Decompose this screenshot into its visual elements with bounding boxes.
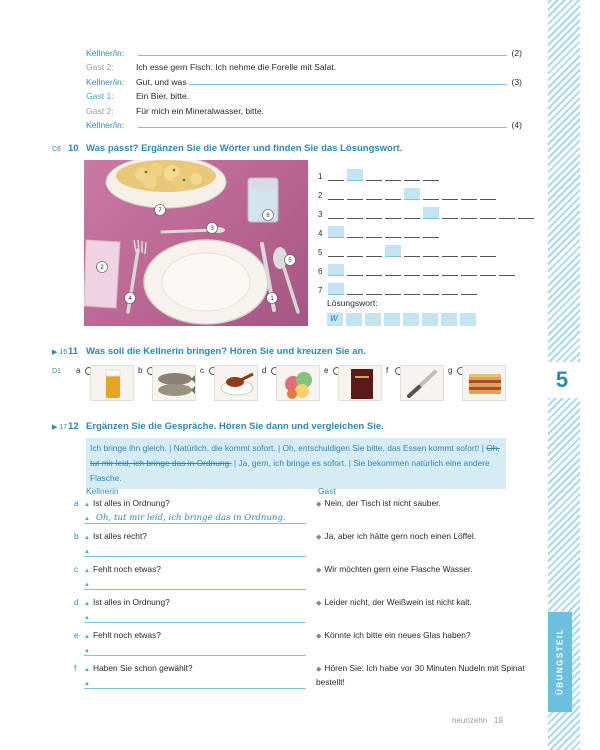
row-number: 2 — [318, 191, 323, 200]
item-letter: a — [74, 498, 79, 508]
image-label-6: 6 — [266, 213, 270, 219]
row-number: 6 — [318, 267, 323, 276]
letter-cell[interactable] — [423, 264, 439, 276]
letter-cell[interactable] — [328, 169, 344, 181]
diamond-icon: ◆ — [316, 534, 322, 541]
letter-cell[interactable] — [461, 264, 477, 276]
dialog-line — [86, 101, 522, 116]
letter-cell[interactable] — [499, 264, 515, 276]
letter-cell[interactable] — [366, 283, 382, 295]
letter-cell[interactable] — [480, 188, 496, 200]
grid-row — [318, 200, 537, 219]
separator: | — [277, 443, 281, 453]
page-footer — [452, 716, 503, 725]
letter-cell[interactable] — [423, 207, 439, 219]
row-number: 4 — [318, 229, 323, 238]
choice-g[interactable] — [448, 365, 506, 401]
grid-row — [318, 238, 537, 257]
letter-cell[interactable] — [461, 207, 477, 219]
phrase: Natürlich, die kommt sofort. — [173, 443, 276, 453]
letter-cell[interactable] — [423, 226, 439, 238]
letter-cell[interactable] — [404, 169, 420, 181]
letter-cell[interactable] — [385, 245, 401, 257]
solution-cell[interactable] — [403, 313, 419, 326]
separator: | — [169, 443, 172, 453]
letter-cell[interactable] — [423, 283, 439, 295]
answer-line[interactable] — [138, 127, 507, 128]
guest-statement — [316, 530, 526, 544]
menu-image — [338, 365, 382, 401]
letter-cell[interactable] — [347, 264, 363, 276]
letter-cell[interactable] — [385, 169, 401, 181]
triangle-icon: ▲ — [84, 615, 90, 621]
statement-text: Wir möchten gern eine Flasche Wasser. — [324, 564, 473, 574]
separator: | — [348, 458, 351, 468]
crossword-grid — [318, 162, 537, 295]
question-text: Ist alles recht? — [92, 531, 147, 541]
exercise-11-prefix: ▶ 16 — [52, 349, 68, 356]
answer-line[interactable] — [84, 545, 306, 557]
section-label: ÜBUNGSTEIL — [548, 612, 572, 712]
dialog-line — [86, 43, 522, 58]
statement-text: Nein, der Tisch ist nicht sauber. — [324, 498, 441, 508]
dialog-line — [86, 116, 522, 131]
dialog-line — [86, 58, 522, 73]
letter-cell[interactable] — [328, 264, 344, 276]
picture-choices — [52, 365, 510, 401]
speaker: Kellner/in: — [86, 76, 125, 87]
solution-row — [327, 313, 479, 326]
answer-line[interactable] — [138, 55, 507, 56]
dialog-text: Gut, und was — [136, 76, 187, 87]
exercise-12-title: Ergänzen Sie die Gespräche. Hören Sie dann und vergleichen Sie. — [86, 421, 384, 432]
answer-line[interactable] — [189, 84, 508, 85]
statement-text: Leider nicht, der Weißwein ist nicht kalt. — [324, 597, 472, 607]
ice-cream-image — [276, 365, 320, 401]
item-letter: b — [74, 531, 79, 541]
answer-line[interactable] — [84, 512, 306, 524]
letter-cell[interactable] — [366, 188, 382, 200]
beer-image — [90, 365, 134, 401]
choice-letter: b — [138, 366, 143, 375]
answer-line[interactable] — [84, 644, 306, 656]
item-letter: c — [74, 564, 79, 574]
grid-row — [318, 219, 537, 238]
letter-cell[interactable] — [461, 283, 477, 295]
letter-cell[interactable] — [328, 245, 344, 257]
letter-cell[interactable] — [404, 207, 420, 219]
blank-number: (3) — [511, 76, 522, 87]
letter-cell[interactable] — [366, 169, 382, 181]
solution-cell[interactable] — [365, 313, 381, 326]
row-number: 7 — [318, 286, 323, 295]
choice-d[interactable] — [262, 365, 320, 401]
image-label-5: 5 — [288, 258, 292, 264]
solution-cell[interactable] — [346, 313, 362, 326]
choice-f[interactable] — [386, 365, 444, 401]
diamond-icon: ◆ — [316, 501, 322, 508]
choice-a[interactable] — [76, 365, 134, 401]
phrase-box — [86, 438, 506, 489]
row-number: 1 — [318, 172, 323, 181]
speaker: Gast 1: — [86, 91, 114, 101]
choice-letter: g — [448, 366, 453, 375]
choice-b[interactable] — [138, 365, 196, 401]
grid-row — [318, 181, 537, 200]
letter-cell[interactable] — [404, 264, 420, 276]
letter-cell[interactable] — [328, 188, 344, 200]
letter-cell[interactable] — [385, 188, 401, 200]
choice-letter: a — [76, 366, 81, 375]
choice-c[interactable] — [200, 365, 258, 401]
phrase-used: Oh, tut mir leid, ich bringe das in Ordnung. — [90, 443, 500, 468]
phrase: Sie bekommen natürlich eine andere Flasche. — [90, 458, 490, 483]
letter-cell[interactable] — [461, 245, 477, 257]
exercise-10-prefix: C6 — [52, 146, 61, 153]
diamond-icon: ◆ — [316, 600, 322, 607]
solution-cell[interactable] — [460, 313, 476, 326]
letter-cell[interactable] — [480, 207, 496, 219]
image-label-7: 7 — [158, 208, 162, 214]
answer-line[interactable] — [84, 611, 306, 623]
exercise-11-header — [52, 346, 366, 357]
chapter-number: 5 — [544, 362, 580, 398]
statement-text: Ja, aber ich hätte gern noch einen Löffel. — [324, 531, 477, 541]
statement-text: Hören Sie: Ich habe vor 30 Minuten Nudeln mit Spinat bestellt! — [316, 663, 525, 687]
letter-cell[interactable] — [328, 283, 344, 295]
answer-line[interactable] — [84, 677, 306, 689]
diamond-icon: ◆ — [316, 567, 322, 574]
speaker: Gast 2: — [86, 105, 114, 116]
choice-letter: f — [386, 366, 389, 375]
letter-cell[interactable] — [442, 283, 458, 295]
triangle-icon: ▲ — [84, 568, 90, 574]
triangle-icon: ▲ — [84, 648, 90, 654]
letter-cell[interactable] — [499, 207, 515, 219]
diamond-icon: ◆ — [316, 633, 322, 640]
letter-cell[interactable] — [404, 226, 420, 238]
choice-letter: c — [200, 366, 204, 375]
choice-letter: d — [262, 366, 267, 375]
image-label-3: 3 — [210, 226, 214, 232]
statement-text: Könnte ich bitte ein neues Glas haben? — [324, 630, 471, 640]
row-number: 5 — [318, 248, 323, 257]
column-head-left: Kellnerin — [86, 486, 119, 496]
guest-statement — [316, 662, 526, 689]
exercise-12-number: 12 — [68, 421, 79, 432]
letter-cell[interactable] — [385, 226, 401, 238]
solution-cell[interactable] — [384, 313, 400, 326]
page-number: 19 — [493, 716, 503, 725]
triangle-icon: ▲ — [84, 582, 90, 588]
solution-cell[interactable] — [327, 313, 343, 326]
letter-cell[interactable] — [480, 264, 496, 276]
guest-statement — [316, 497, 526, 511]
letter-cell[interactable] — [347, 207, 363, 219]
triangle-icon: ▲ — [84, 667, 90, 673]
phrase: Oh, entschuldigen Sie bitte, das Essen kommt sofort! — [282, 443, 480, 453]
letter-cell[interactable] — [347, 245, 363, 257]
letter-cell[interactable] — [328, 226, 344, 238]
letter-cell[interactable] — [347, 283, 363, 295]
solution-cell[interactable] — [441, 313, 457, 326]
letter-cell[interactable] — [347, 226, 363, 238]
pics-tag: D1 — [52, 368, 61, 375]
sauce-image — [214, 365, 258, 401]
speaker: Gast 2: — [86, 62, 114, 72]
letter-cell[interactable] — [328, 207, 344, 219]
letter-cell[interactable] — [366, 226, 382, 238]
image-label-4: 4 — [128, 296, 132, 302]
item-letter: e — [74, 630, 79, 640]
solution-cell[interactable] — [422, 313, 438, 326]
letter-cell[interactable] — [518, 207, 534, 219]
grid-row — [318, 257, 537, 276]
letter-cell[interactable] — [404, 245, 420, 257]
speaker: Kellner/in: — [86, 47, 125, 58]
solution-letter: W — [330, 314, 338, 323]
row-number: 3 — [318, 210, 323, 219]
dialog-line — [86, 72, 522, 87]
triangle-icon: ▲ — [84, 516, 90, 522]
diamond-icon: ◆ — [316, 666, 322, 673]
exercise-12-header — [52, 421, 384, 432]
letter-cell[interactable] — [442, 264, 458, 276]
letter-cell[interactable] — [423, 188, 439, 200]
letter-cell[interactable] — [442, 188, 458, 200]
letter-cell[interactable] — [366, 207, 382, 219]
letter-cell[interactable] — [461, 188, 477, 200]
exercise-10-number: 10 — [68, 143, 79, 154]
solution-label: Lösungswort: — [327, 298, 378, 308]
knife-image — [400, 365, 444, 401]
page-number-word: neunzehn — [452, 716, 488, 725]
letter-cell[interactable] — [385, 207, 401, 219]
triangle-icon: ▲ — [84, 549, 90, 555]
guest-statement — [316, 629, 526, 643]
grid-row — [318, 162, 537, 181]
question-text: Fehlt noch etwas? — [92, 564, 161, 574]
guest-statement — [316, 596, 526, 610]
question-text: Ist alles in Ordnung? — [92, 498, 170, 508]
column-head-right: Gast — [318, 486, 336, 496]
blank-number: (2) — [511, 47, 522, 58]
separator: | — [233, 458, 237, 468]
table-setting-image — [84, 160, 308, 326]
letter-cell[interactable] — [442, 207, 458, 219]
speaker: Kellner/in: — [86, 120, 125, 130]
letter-cell[interactable] — [366, 264, 382, 276]
exercise-10-header — [52, 143, 402, 154]
letter-cell[interactable] — [480, 245, 496, 257]
separator: | — [481, 443, 484, 453]
letter-cell[interactable] — [404, 283, 420, 295]
letter-cell[interactable] — [366, 245, 382, 257]
exercise-10-title: Was passt? Ergänzen Sie die Wörter und finden Sie das Lösungswort. — [86, 143, 403, 154]
dialog-text: Ein Bier, bitte. — [136, 91, 190, 101]
question-text: Ist alles in Ordnung? — [92, 597, 170, 607]
phrase: Ja, gern, ich bringe es sofort. — [238, 458, 347, 468]
triangle-icon: ▲ — [84, 634, 90, 640]
letter-cell[interactable] — [385, 264, 401, 276]
dialog-exercise — [86, 43, 522, 130]
triangle-icon: ▲ — [84, 601, 90, 607]
letter-cell[interactable] — [347, 169, 363, 181]
choice-e[interactable] — [324, 365, 382, 401]
image-label-1: 1 — [270, 296, 274, 302]
letter-cell[interactable] — [347, 188, 363, 200]
letter-cell[interactable] — [442, 245, 458, 257]
letter-cell[interactable] — [423, 245, 439, 257]
blank-number: (4) — [511, 120, 522, 130]
dialog-text: Ich esse gern Fisch. Ich nehme die Forelle mit Salat. — [136, 62, 337, 72]
item-letter: f — [74, 663, 77, 673]
question-text: Fehlt noch etwas? — [92, 630, 161, 640]
question-text: Haben Sie schon gewählt? — [92, 663, 193, 673]
exercise-12-prefix: ▶ 17 — [52, 424, 68, 431]
phrase: Ich bringe ihn gleich. — [90, 443, 167, 453]
guest-statement — [316, 563, 526, 577]
handwritten-answer: Oh, tut mir leid, ich bringe das in Ordnung. — [95, 513, 286, 523]
triangle-icon: ▲ — [84, 681, 90, 687]
image-label-2: 2 — [100, 265, 104, 271]
exercise-11-title: Was soll die Kellnerin bringen? Hören Sie und kreuzen Sie an. — [86, 346, 366, 357]
answer-line[interactable] — [84, 578, 306, 590]
lasagna-image — [462, 365, 506, 401]
dialog-text: Für mich ein Mineralwasser, bitte. — [136, 105, 264, 116]
triangle-icon: ▲ — [84, 502, 90, 508]
item-letter: d — [74, 597, 79, 607]
letter-cell[interactable] — [385, 283, 401, 295]
fish-image — [152, 365, 196, 401]
letter-cell[interactable] — [423, 169, 439, 181]
letter-cell[interactable] — [404, 188, 420, 200]
triangle-icon: ▲ — [84, 535, 90, 541]
grid-row — [318, 276, 537, 295]
dialog-line — [86, 87, 522, 102]
choice-letter: e — [324, 366, 329, 375]
exercise-11-number: 11 — [68, 346, 79, 357]
